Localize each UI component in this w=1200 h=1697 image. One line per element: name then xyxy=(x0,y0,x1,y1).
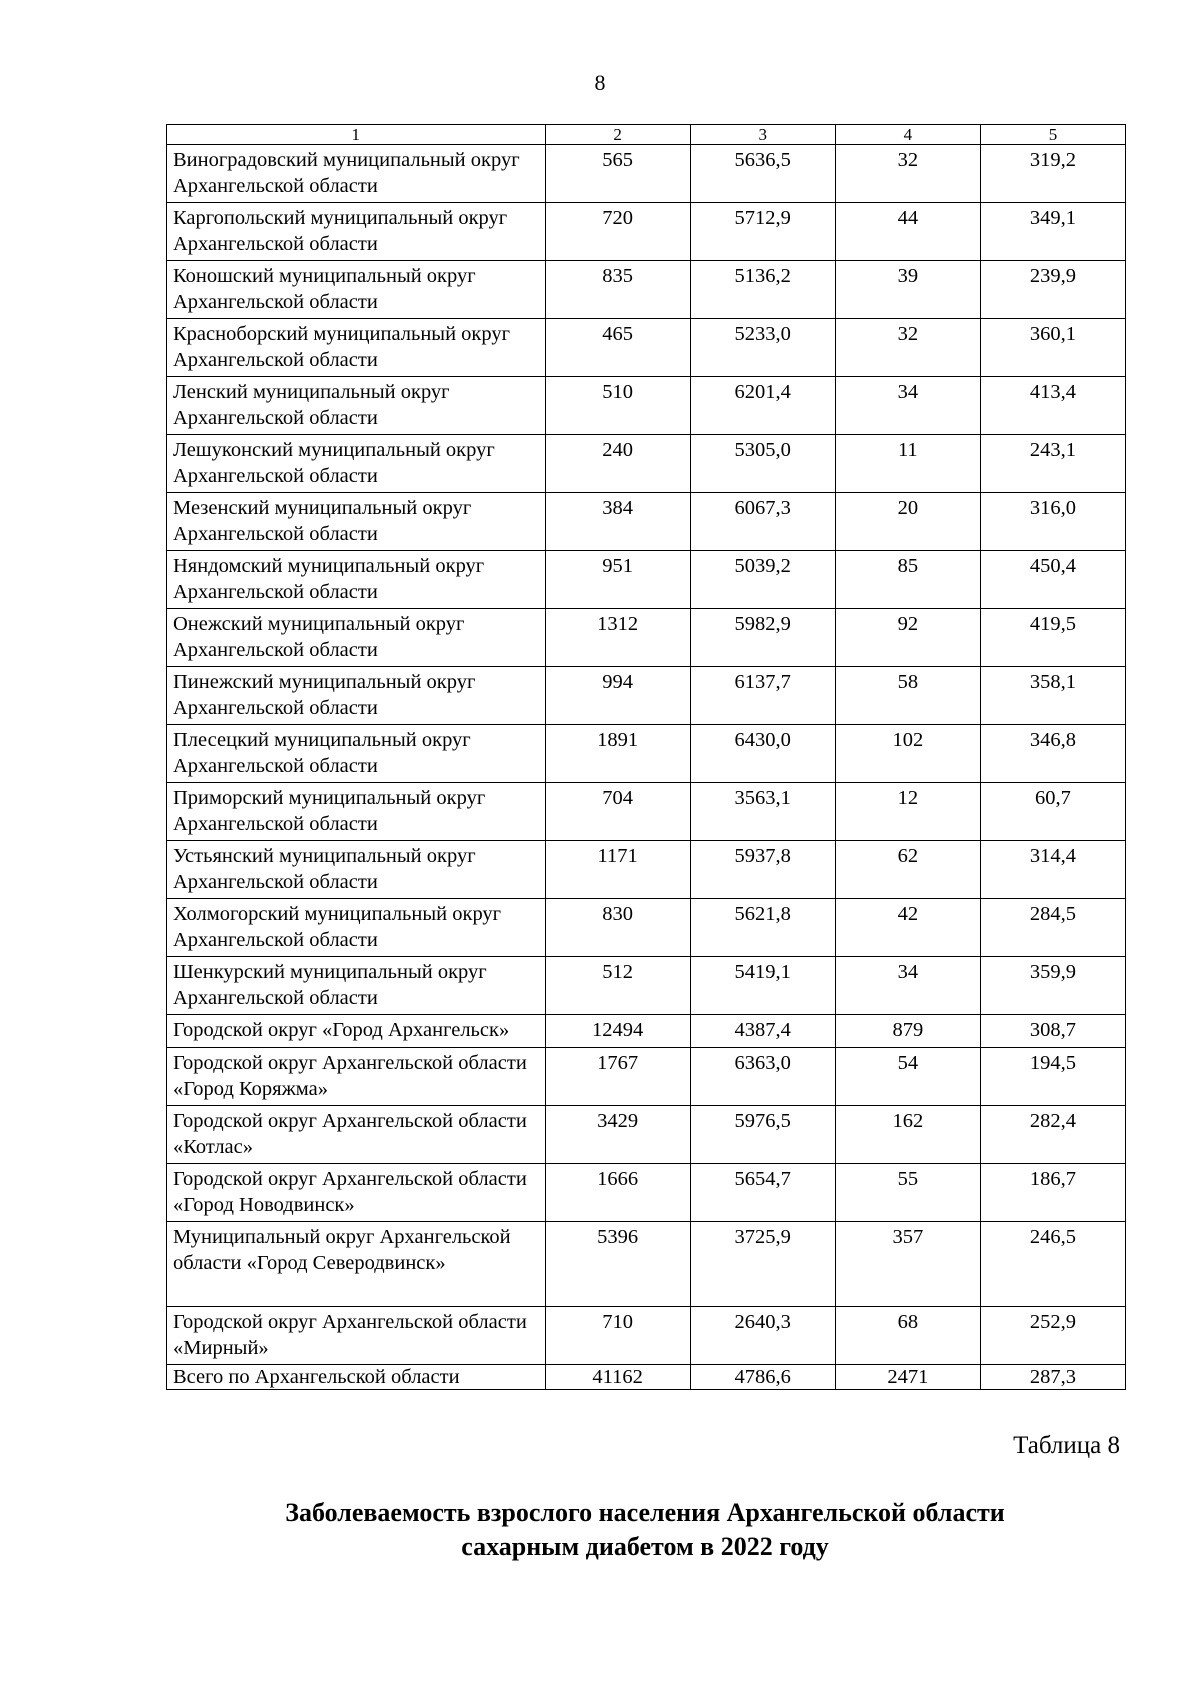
table-row xyxy=(167,783,1126,841)
table-row xyxy=(167,957,1126,1015)
value-cell-c2: 3429 xyxy=(545,1106,690,1164)
district-name-cell: Всего по Архангельской области xyxy=(167,1365,546,1390)
table-row xyxy=(167,435,1126,493)
value-cell-c5: 252,9 xyxy=(980,1307,1125,1365)
district-name-cell: Городской округ Архангельской области «Город Новодвинск» xyxy=(167,1164,546,1222)
district-name-cell: Шенкурский муниципальный округ Архангельской области xyxy=(167,957,546,1015)
section-title xyxy=(0,1496,1200,1564)
value-cell-c2: 12494 xyxy=(545,1015,690,1048)
value-cell-c3: 5937,8 xyxy=(690,841,835,899)
value-cell-c2: 512 xyxy=(545,957,690,1015)
column-number: 4 xyxy=(835,125,980,145)
value-cell-c3: 5136,2 xyxy=(690,261,835,319)
district-name-cell: Пинежский муниципальный округ Архангельской области xyxy=(167,667,546,725)
value-cell-c3: 4387,4 xyxy=(690,1015,835,1048)
value-cell-c2: 465 xyxy=(545,319,690,377)
district-name-cell: Городской округ Архангельской области «Мирный» xyxy=(167,1307,546,1365)
value-cell-c5: 282,4 xyxy=(980,1106,1125,1164)
value-cell-c5: 308,7 xyxy=(980,1015,1125,1048)
table-row xyxy=(167,1307,1126,1365)
table-row xyxy=(167,1164,1126,1222)
value-cell-c3: 5712,9 xyxy=(690,203,835,261)
district-name-cell: Коношский муниципальный округ Архангельской области xyxy=(167,261,546,319)
value-cell-c2: 1767 xyxy=(545,1048,690,1106)
value-cell-c3: 5621,8 xyxy=(690,899,835,957)
value-cell-c2: 565 xyxy=(545,145,690,203)
value-cell-c5: 349,1 xyxy=(980,203,1125,261)
value-cell-c2: 1666 xyxy=(545,1164,690,1222)
district-name-cell: Каргопольский муниципальный округ Архангельской области xyxy=(167,203,546,261)
value-cell-c2: 1312 xyxy=(545,609,690,667)
value-cell-c5: 194,5 xyxy=(980,1048,1125,1106)
value-cell-c3: 5976,5 xyxy=(690,1106,835,1164)
table-row xyxy=(167,667,1126,725)
value-cell-c5: 419,5 xyxy=(980,609,1125,667)
value-cell-c3: 5636,5 xyxy=(690,145,835,203)
table-row xyxy=(167,1106,1126,1164)
value-cell-c5: 314,4 xyxy=(980,841,1125,899)
value-cell-c4: 34 xyxy=(835,377,980,435)
table-row xyxy=(167,551,1126,609)
value-cell-c4: 879 xyxy=(835,1015,980,1048)
value-cell-c4: 102 xyxy=(835,725,980,783)
value-cell-c2: 710 xyxy=(545,1307,690,1365)
value-cell-c5: 239,9 xyxy=(980,261,1125,319)
value-cell-c3: 6201,4 xyxy=(690,377,835,435)
district-name-cell: Приморский муниципальный округ Архангельской области xyxy=(167,783,546,841)
table-row xyxy=(167,841,1126,899)
value-cell-c4: 11 xyxy=(835,435,980,493)
value-cell-c4: 42 xyxy=(835,899,980,957)
value-cell-c3: 3725,9 xyxy=(690,1222,835,1307)
table-row xyxy=(167,725,1126,783)
table-row xyxy=(167,1015,1126,1048)
value-cell-c4: 55 xyxy=(835,1164,980,1222)
table-row xyxy=(167,203,1126,261)
value-cell-c2: 1171 xyxy=(545,841,690,899)
page-number: 8 xyxy=(594,70,606,95)
value-cell-c2: 1891 xyxy=(545,725,690,783)
district-name-cell: Холмогорский муниципальный округ Архангельской области xyxy=(167,899,546,957)
value-cell-c4: 12 xyxy=(835,783,980,841)
value-cell-c3: 6067,3 xyxy=(690,493,835,551)
value-cell-c3: 6137,7 xyxy=(690,667,835,725)
table-row xyxy=(167,319,1126,377)
value-cell-c3: 5305,0 xyxy=(690,435,835,493)
value-cell-c3: 5233,0 xyxy=(690,319,835,377)
value-cell-c2: 720 xyxy=(545,203,690,261)
value-cell-c3: 5039,2 xyxy=(690,551,835,609)
value-cell-c5: 287,3 xyxy=(980,1365,1125,1390)
value-cell-c5: 359,9 xyxy=(980,957,1125,1015)
district-name-cell: Мезенский муниципальный округ Архангельской области xyxy=(167,493,546,551)
value-cell-c4: 32 xyxy=(835,145,980,203)
value-cell-c3: 6363,0 xyxy=(690,1048,835,1106)
value-cell-c2: 41162 xyxy=(545,1365,690,1390)
value-cell-c5: 319,2 xyxy=(980,145,1125,203)
value-cell-c3: 5419,1 xyxy=(690,957,835,1015)
district-name-cell: Городской округ «Город Архангельск» xyxy=(167,1015,546,1048)
table-row xyxy=(167,377,1126,435)
district-name-cell: Ленский муниципальный округ Архангельской области xyxy=(167,377,546,435)
value-cell-c5: 316,0 xyxy=(980,493,1125,551)
value-cell-c2: 835 xyxy=(545,261,690,319)
column-number: 1 xyxy=(167,125,546,145)
value-cell-c2: 704 xyxy=(545,783,690,841)
value-cell-c2: 951 xyxy=(545,551,690,609)
value-cell-c2: 510 xyxy=(545,377,690,435)
district-name-cell: Няндомский муниципальный округ Архангельской области xyxy=(167,551,546,609)
table-body xyxy=(167,125,1126,1390)
district-name-cell: Городской округ Архангельской области «Город Коряжма» xyxy=(167,1048,546,1106)
total-row xyxy=(167,1365,1126,1390)
value-cell-c3: 4786,6 xyxy=(690,1365,835,1390)
value-cell-c2: 994 xyxy=(545,667,690,725)
value-cell-c3: 2640,3 xyxy=(690,1307,835,1365)
value-cell-c5: 346,8 xyxy=(980,725,1125,783)
value-cell-c5: 360,1 xyxy=(980,319,1125,377)
value-cell-c2: 384 xyxy=(545,493,690,551)
value-cell-c4: 162 xyxy=(835,1106,980,1164)
value-cell-c4: 58 xyxy=(835,667,980,725)
table-row xyxy=(167,899,1126,957)
table-row xyxy=(167,261,1126,319)
value-cell-c4: 39 xyxy=(835,261,980,319)
value-cell-c2: 830 xyxy=(545,899,690,957)
value-cell-c4: 62 xyxy=(835,841,980,899)
value-cell-c5: 243,1 xyxy=(980,435,1125,493)
morbidity-table xyxy=(166,124,1126,1390)
table-row xyxy=(167,493,1126,551)
table-row xyxy=(167,609,1126,667)
value-cell-c4: 32 xyxy=(835,319,980,377)
column-number: 3 xyxy=(690,125,835,145)
section-title-line: сахарным диабетом в 2022 году xyxy=(461,1532,829,1561)
district-name-cell: Устьянский муниципальный округ Архангельской области xyxy=(167,841,546,899)
district-name-cell: Виноградовский муниципальный округ Архангельской области xyxy=(167,145,546,203)
value-cell-c4: 357 xyxy=(835,1222,980,1307)
table-row xyxy=(167,1048,1126,1106)
value-cell-c4: 85 xyxy=(835,551,980,609)
value-cell-c5: 60,7 xyxy=(980,783,1125,841)
value-cell-c5: 186,7 xyxy=(980,1164,1125,1222)
district-name-cell: Городской округ Архангельской области «Котлас» xyxy=(167,1106,546,1164)
value-cell-c3: 5982,9 xyxy=(690,609,835,667)
value-cell-c5: 246,5 xyxy=(980,1222,1125,1307)
value-cell-c3: 6430,0 xyxy=(690,725,835,783)
value-cell-c5: 413,4 xyxy=(980,377,1125,435)
column-number: 5 xyxy=(980,125,1125,145)
district-name-cell: Плесецкий муниципальный округ Архангельской области xyxy=(167,725,546,783)
value-cell-c4: 68 xyxy=(835,1307,980,1365)
column-number-row xyxy=(167,125,1126,145)
district-name-cell: Красноборский муниципальный округ Архангельской области xyxy=(167,319,546,377)
value-cell-c4: 54 xyxy=(835,1048,980,1106)
value-cell-c4: 34 xyxy=(835,957,980,1015)
value-cell-c2: 5396 xyxy=(545,1222,690,1307)
value-cell-c4: 20 xyxy=(835,493,980,551)
value-cell-c5: 358,1 xyxy=(980,667,1125,725)
column-number: 2 xyxy=(545,125,690,145)
value-cell-c5: 284,5 xyxy=(980,899,1125,957)
value-cell-c5: 450,4 xyxy=(980,551,1125,609)
value-cell-c4: 44 xyxy=(835,203,980,261)
value-cell-c3: 3563,1 xyxy=(690,783,835,841)
table-row xyxy=(167,1222,1126,1307)
district-name-cell: Лешуконский муниципальный округ Архангельской области xyxy=(167,435,546,493)
section-title-line: Заболеваемость взрослого населения Архангельской области xyxy=(285,1498,1005,1527)
value-cell-c3: 5654,7 xyxy=(690,1164,835,1222)
value-cell-c4: 92 xyxy=(835,609,980,667)
value-cell-c2: 240 xyxy=(545,435,690,493)
table-row xyxy=(167,145,1126,203)
value-cell-c4: 2471 xyxy=(835,1365,980,1390)
table-caption: Таблица 8 xyxy=(1013,1432,1120,1459)
district-name-cell: Онежский муниципальный округ Архангельской области xyxy=(167,609,546,667)
district-name-cell: Муниципальный округ Архангельской области «Город Северодвинск» xyxy=(167,1222,546,1307)
